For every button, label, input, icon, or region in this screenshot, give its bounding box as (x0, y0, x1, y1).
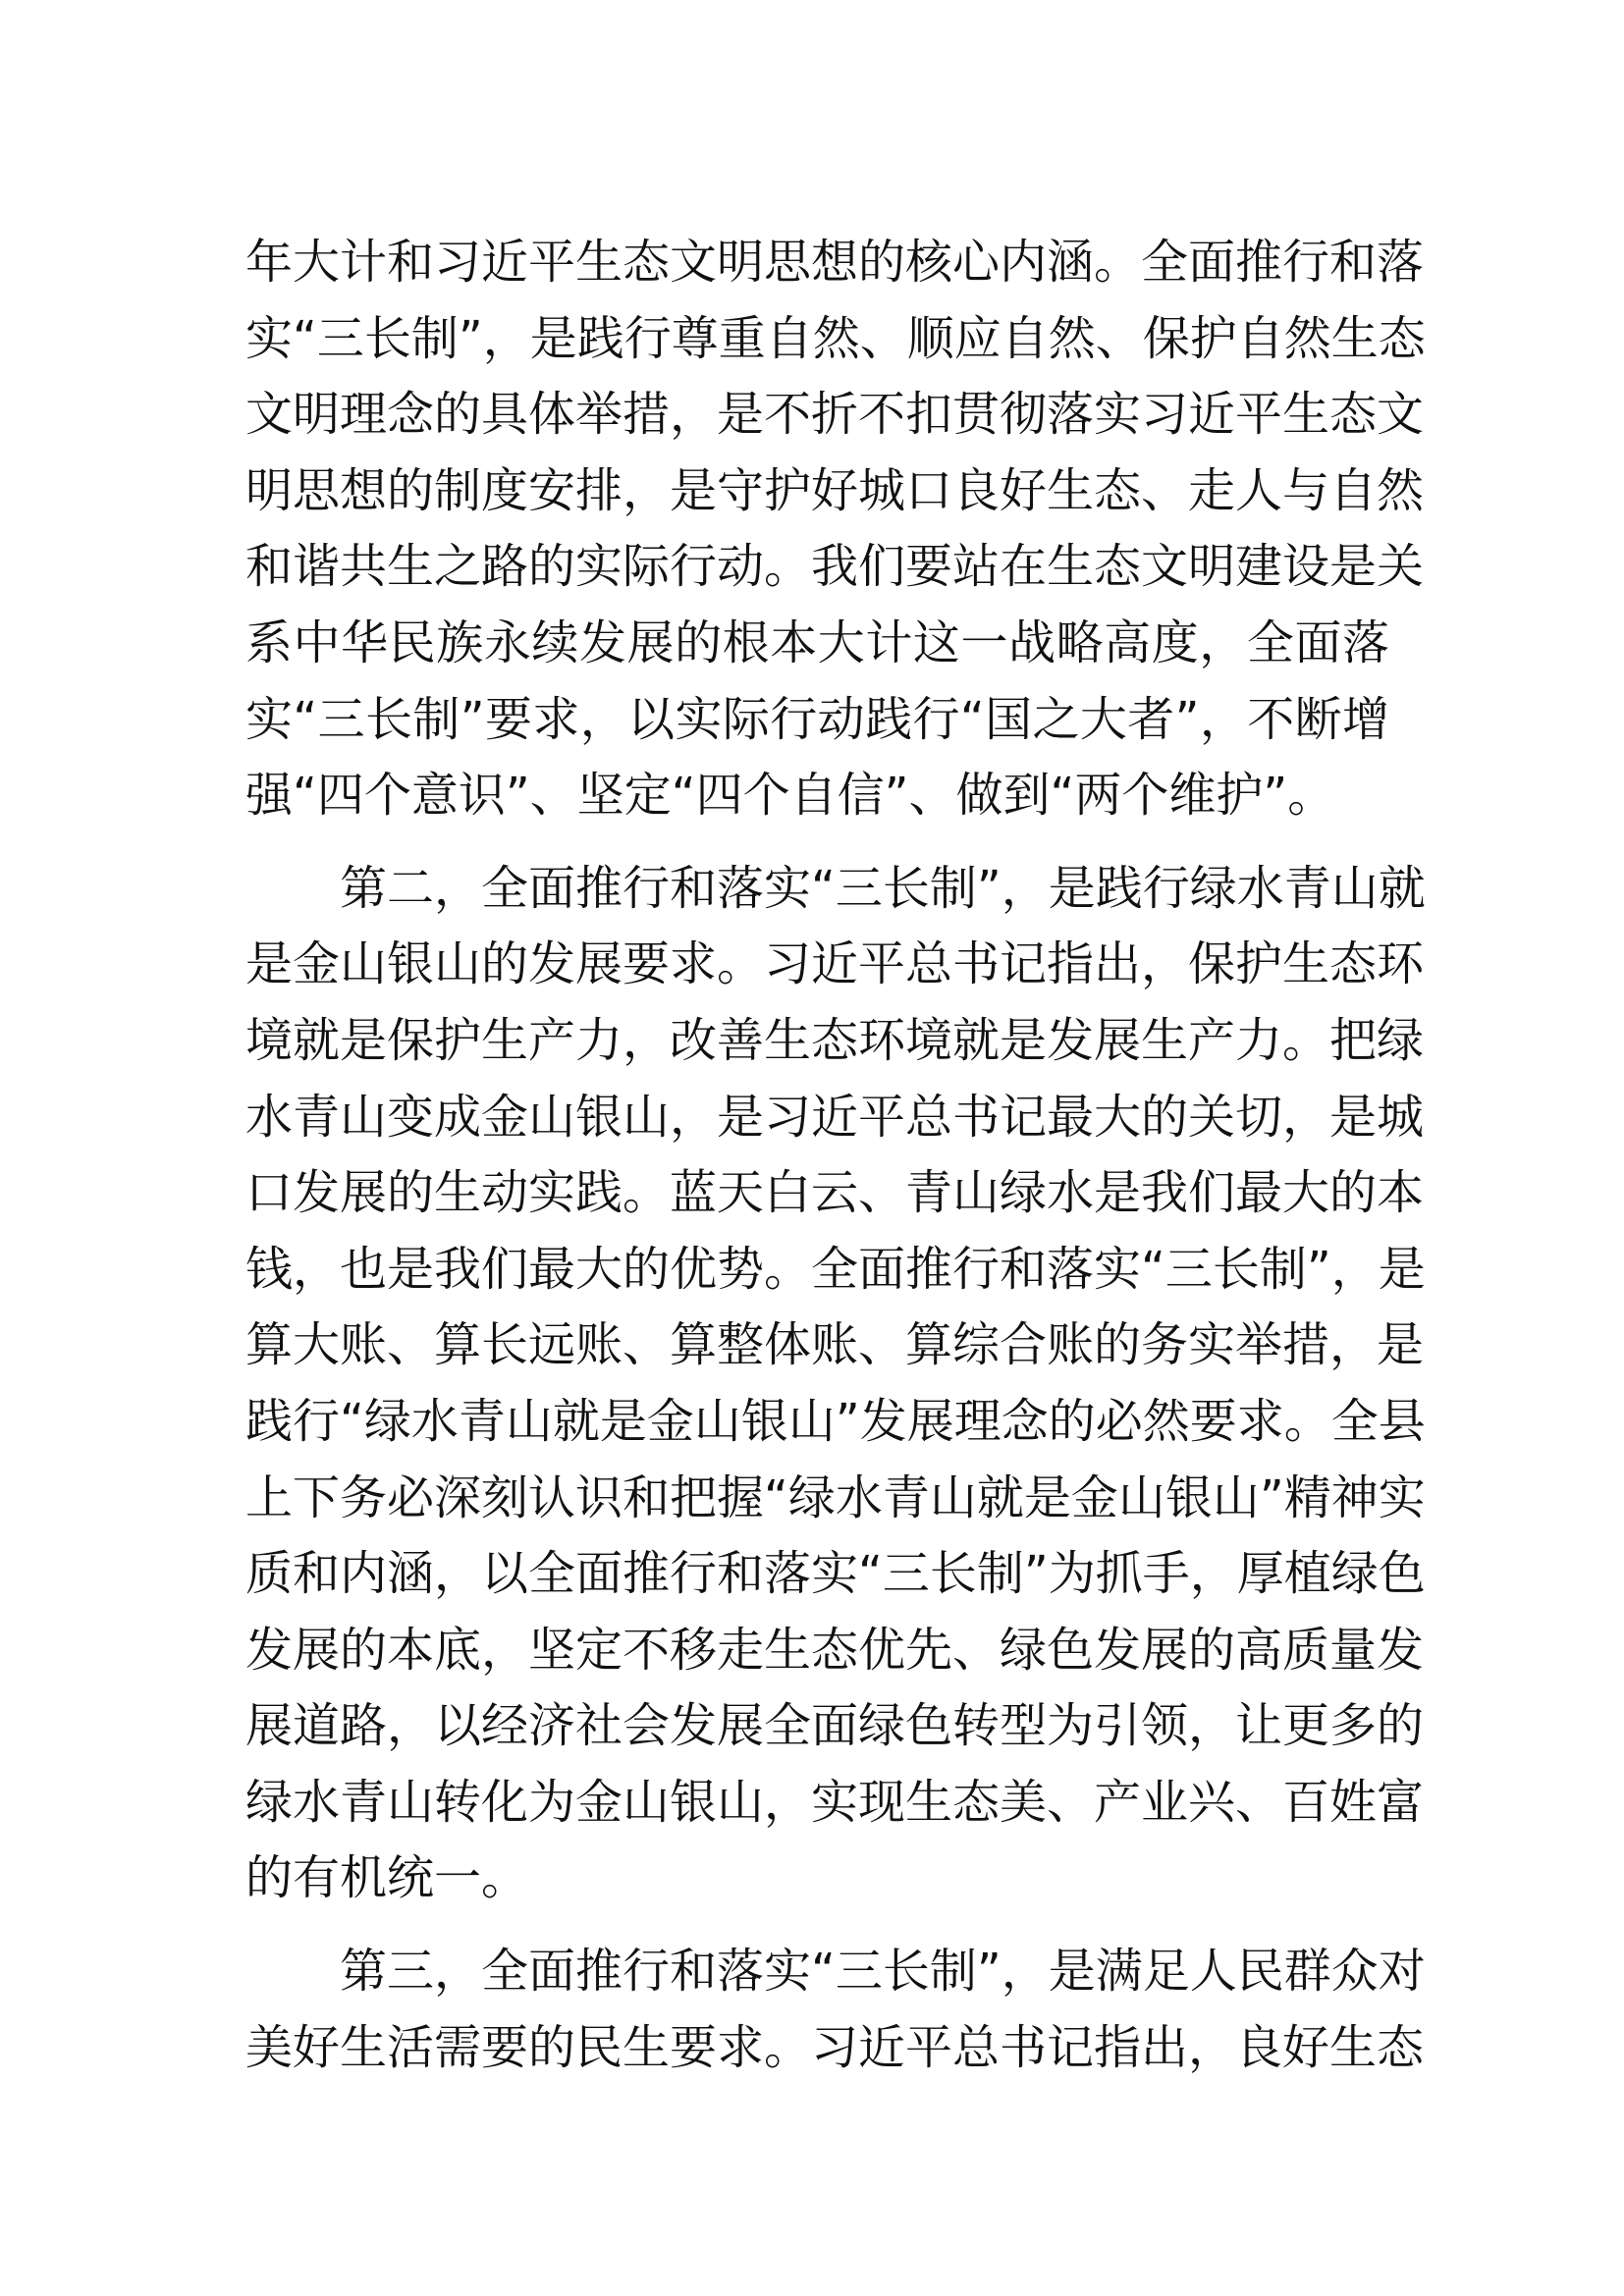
paragraph-gap (245, 834, 1389, 851)
paragraph-2 (245, 851, 1426, 1917)
text-line: 发展的本底，坚定不移走生态优先、绿色发展的高质量发 (245, 1622, 1425, 1678)
text-line: 践行“绿水青山就是金山银山”发展理念的必然要求。全县 (245, 1393, 1426, 1449)
text-line: 美好生活需要的民生要求。习近平总书记指出，良好生态 (245, 2019, 1425, 2075)
text-line: 质和内涵，以全面推行和落实“三长制”为抓手，厚植绿色 (245, 1546, 1426, 1602)
paragraph-gap (245, 1917, 1389, 1934)
text-line: 系中华民族永续发展的根本大计这一战略高度，全面落 (245, 614, 1389, 670)
text-line: 实“三长制”要求，以实际行动践行“国之大者”，不断增 (245, 691, 1389, 747)
paragraph-1 (245, 225, 1426, 834)
text-line: 文明理念的具体举措，是不折不扣贯彻落实习近平生态文 (245, 387, 1425, 443)
text-line: 绿水青山转化为金山银山，实现生态美、产业兴、百姓富 (245, 1774, 1425, 1830)
document-body (245, 225, 1426, 2086)
text-line: 展道路，以经济社会发展全面绿色转型为引领，让更多的 (245, 1698, 1425, 1754)
text-line: 水青山变成金山银山，是习近平总书记最大的关切，是城 (245, 1089, 1425, 1145)
text-line: 钱，也是我们最大的优势。全面推行和落实“三长制”，是 (245, 1241, 1426, 1297)
text-line: 强“四个意识”、坚定“四个自信”、做到“两个维护”。 (245, 768, 1335, 824)
paragraph-3 (245, 1934, 1426, 2086)
text-line: 境就是保护生产力，改善生态环境就是发展生产力。把绿 (245, 1012, 1425, 1068)
text-line: 实“三长制”，是践行尊重自然、顺应自然、保护自然生态 (245, 310, 1426, 366)
text-line: 是金山银山的发展要求。习近平总书记指出，保护生态环 (245, 936, 1425, 992)
text-line: 明思想的制度安排，是守护好城口良好生态、走人与自然 (245, 462, 1425, 518)
text-line: 年大计和习近平生态文明思想的核心内涵。全面推行和落 (245, 235, 1425, 290)
text-line: 算大账、算长远账、算整体账、算综合账的务实举措，是 (245, 1317, 1425, 1373)
text-line: 上下务必深刻认识和把握“绿水青山就是金山银山”精神实 (245, 1469, 1426, 1525)
text-line: 和谐共生之路的实际行动。我们要站在生态文明建设是关 (245, 539, 1425, 595)
text-line: 第三，全面推行和落实“三长制”，是满足人民群众对 (340, 1944, 1426, 2000)
text-line: 的有机统一。 (245, 1850, 529, 1906)
text-line: 口发展的生动实践。蓝天白云、青山绿水是我们最大的本 (245, 1165, 1425, 1221)
text-line: 第二，全面推行和落实“三长制”，是践行绿水青山就 (340, 860, 1426, 916)
